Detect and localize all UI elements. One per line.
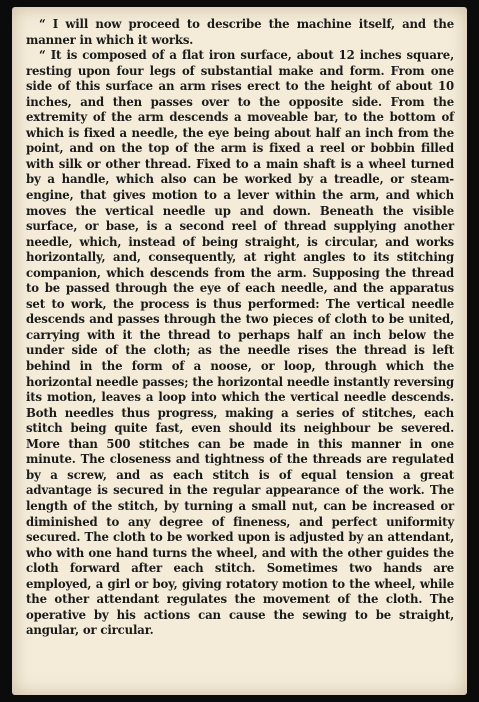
newspaper-clipping [12, 7, 467, 695]
article-body [26, 17, 454, 639]
paragraph-intro: “ I will now proceed to describe the machine itself, and the manner in which it works. [26, 17, 454, 47]
paragraph-machine-description: “ It is composed of a flat iron surface, about 12 inches square, resting upon four legs of substantial make and form. From one side of this surface an arm rises erect to the height of about 10 inches, and then passes over to the opposite side. From the extremity of the arm descends a moveable bar, to the bottom of which is fixed a needle, the eye being about half an inch from the point, and on the top of the arm is fixed a reel or bobbin filled with silk or other thread. Fixed to a main shaft is a wheel turned by a handle, which also can be worked by a treadle, or steam-engine, that gives motion to a lever within the arm, and which moves the vertical needle up and down. Beneath the visible surface, or base, is a second reel of thread supplying another needle, which, instead of being straight, is circular, and works horizontally, and, consequently, at right angles to its stitching companion, which descends from the arm. Supposing the thread to be passed through the eye of each needle, and the apparatus set to work, the process is thus performed: The vertical needle descends and passes through the two pieces of cloth to be united, carrying with it the thread to perhaps half an inch below the under side of the cloth; as the needle rises the thread is left behind in the form of a noose, or loop, through which the horizontal needle passes; the horizontal needle instantly reversing its motion, leaves a loop into which the vertical needle descends. Both needles thus progress, making a series of stitches, each stitch being quite fast, even should its neighbour be severed. More than 500 stitches can be made in this manner in one minute. The closeness and tightness of the threads are regulated by a screw, and as each stitch is of equal tension a great advantage is secured in the regular appearance of the work. The length of the stitch, by turning a small nut, can be increased or diminished to any degree of fineness, and perfect uniformity secured. The cloth to be worked upon is adjusted by an attendant, who with one hand turns the wheel, and with the other guides the cloth forward after each stitch. Sometimes two hands are employed, a girl or boy, giving rotatory motion to the wheel, while the other attendant regulates the movement of the cloth. The operative by his actions can cause the sewing to be straight, angular, or circular. [26, 48, 454, 638]
